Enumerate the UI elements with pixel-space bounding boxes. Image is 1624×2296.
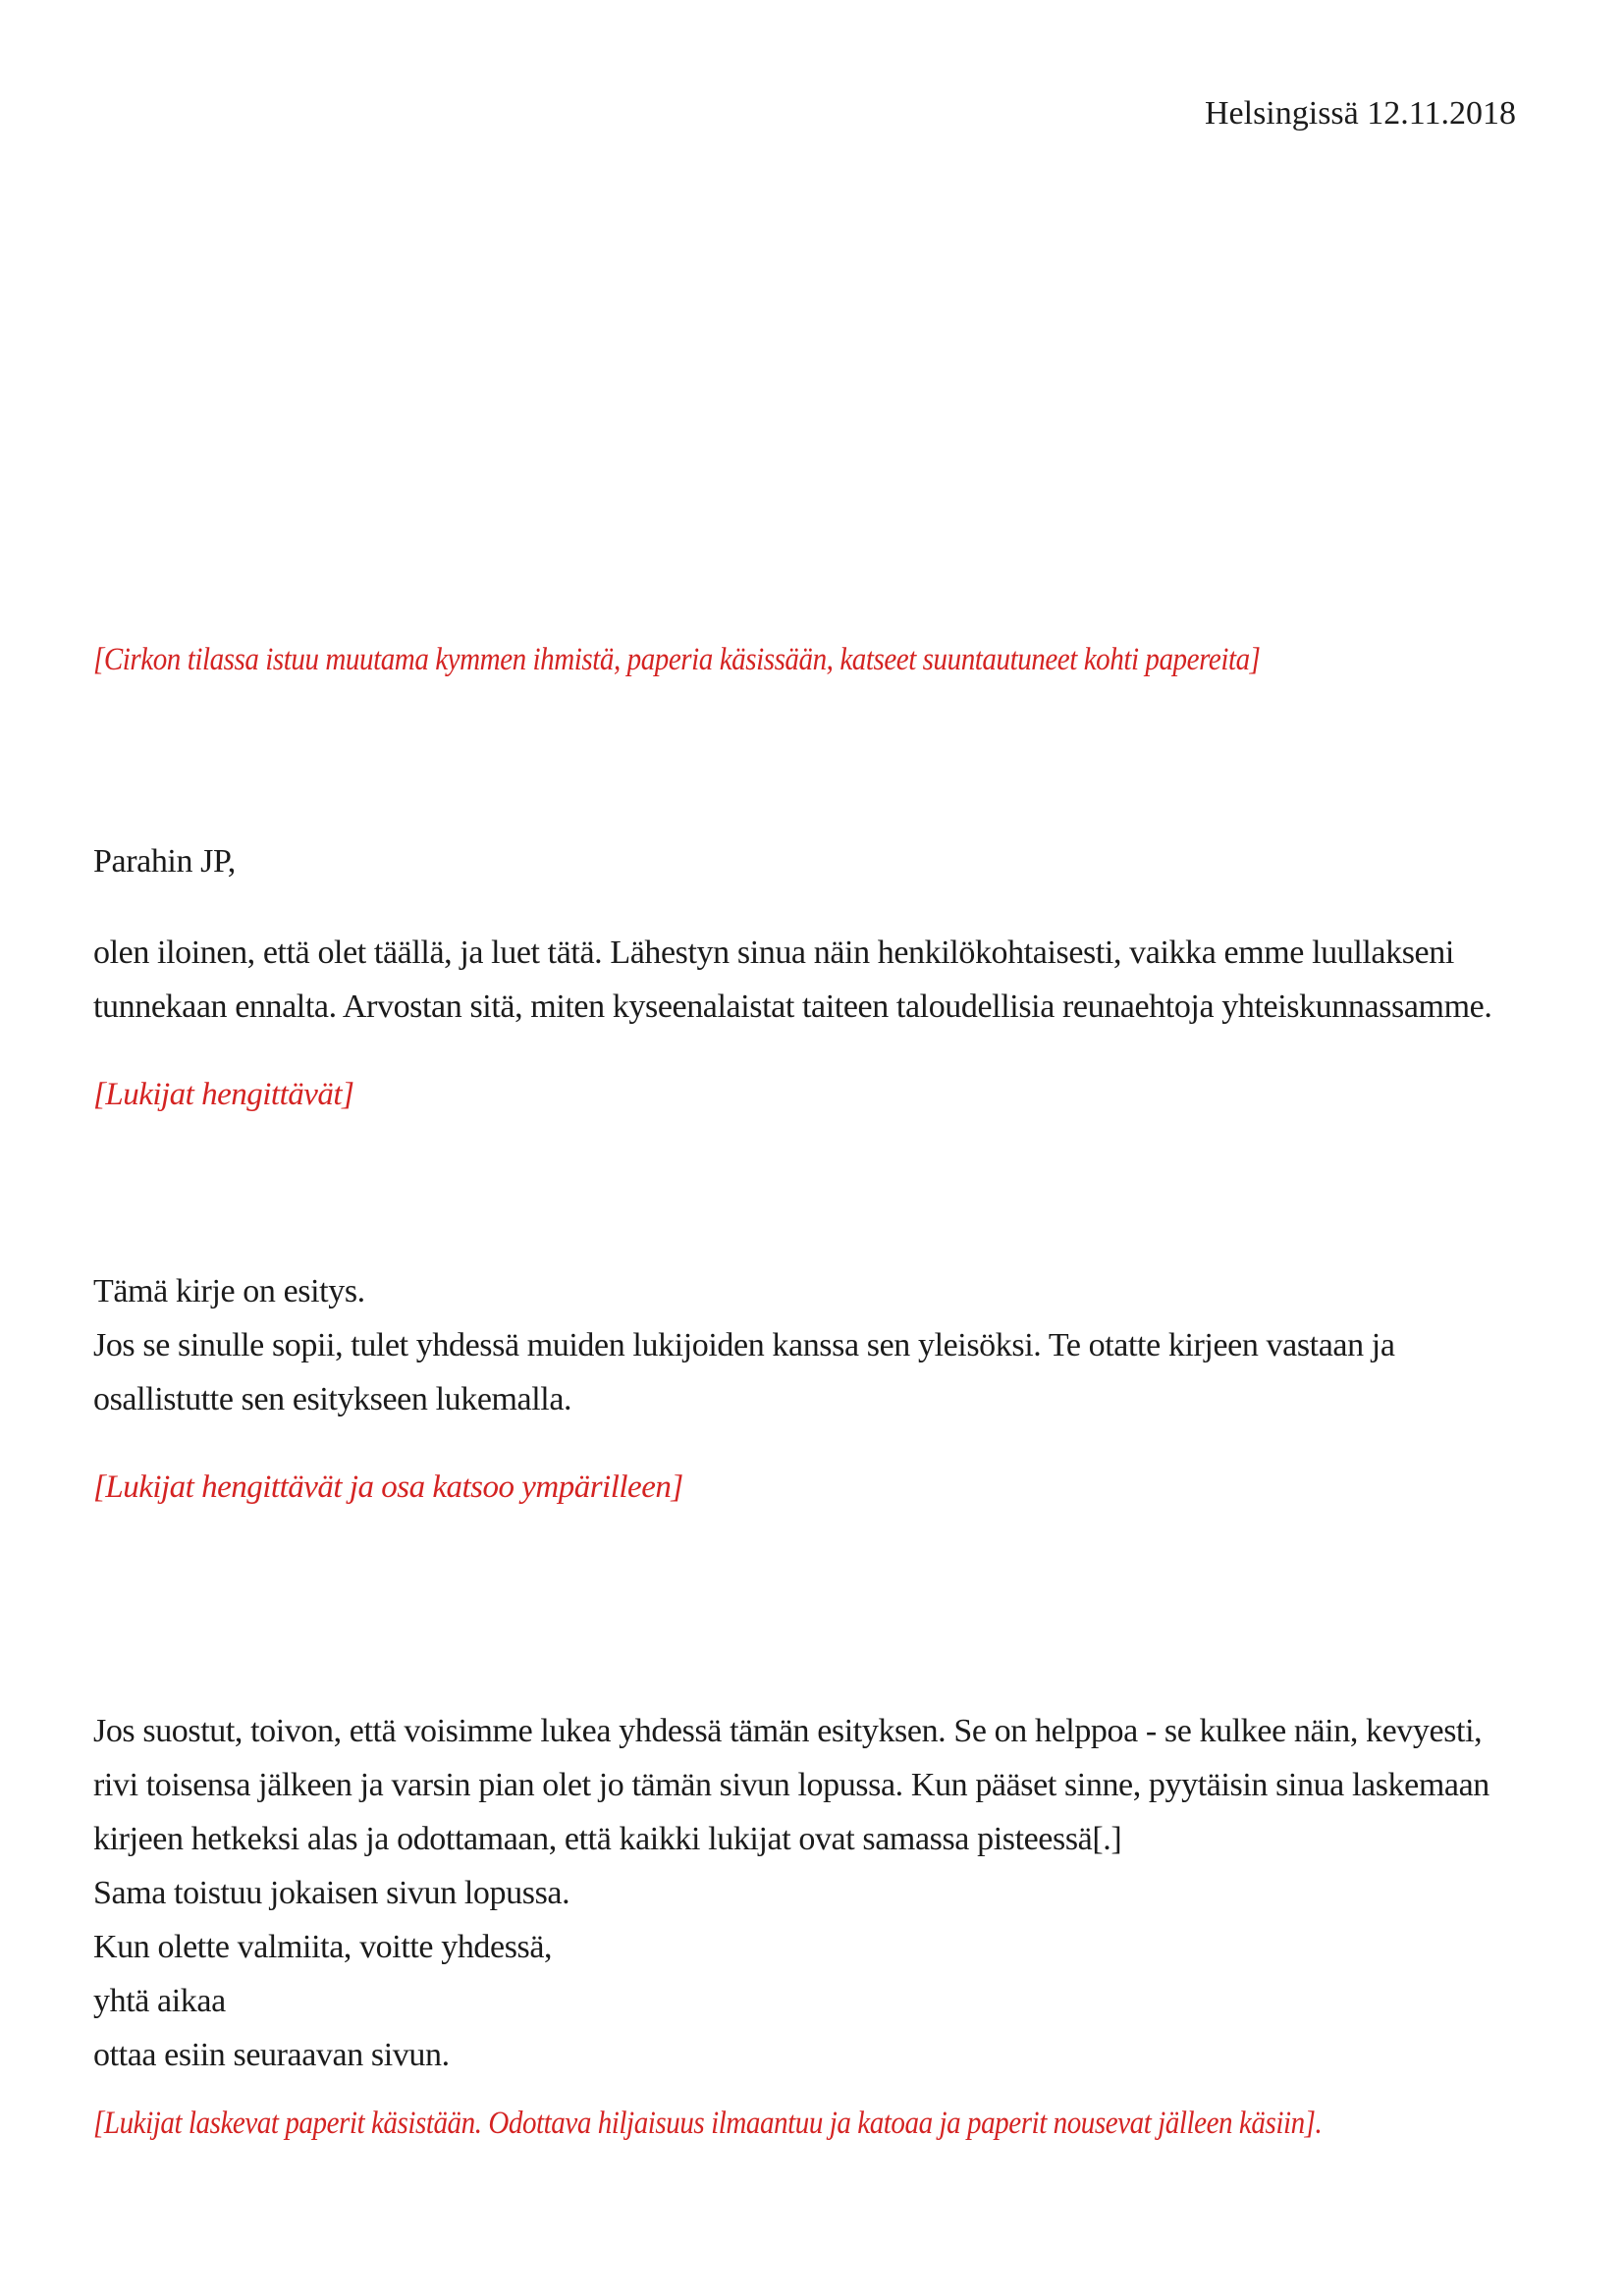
paragraph-intro-line: olen iloinen, että olet täällä, ja luet tätä. Lähestyn sinua näin henkilökohtaisesti, vaikka emme luullakseni tunnekaan ennalta. Arvostan sitä, miten kyseenalaistat taiteen taloudellisia reunaehtoja yhteiskunnassamme. bbox=[93, 934, 1492, 1025]
paragraph-instructions bbox=[93, 1704, 1516, 2082]
paragraph-instructions-line: Jos suostut, toivon, että voisimme lukea yhdessä tämän esityksen. Se on helppoa - se kulkee näin, kevyesti, rivi toisensa jälkeen ja varsin pian olet jo tämän sivun lopussa. Kun pääset sinne, pyytäisin sinua laskemaan kirjeen hetkeksi alas ja odottamaan, että kaikki lukijat ovat samassa pisteessä[.] bbox=[93, 1713, 1489, 1857]
stage-direction-closing: [Lukijat laskevat paperit käsistään. Odottava hiljaisuus ilmaantuu ja katoaa ja paperit nousevat jälleen käsiin]. bbox=[93, 2106, 1323, 2141]
stage-direction-breathe: [Lukijat hengittävät] bbox=[93, 1077, 354, 1112]
salutation: Parahin JP, bbox=[93, 843, 236, 880]
paragraph-performance-line: Tämä kirje on esitys. bbox=[93, 1273, 365, 1309]
paragraph-instructions-line: Sama toistuu jokaisen sivun lopussa. bbox=[93, 1875, 570, 1911]
stage-direction-breathe-look: [Lukijat hengittävät ja osa katsoo ympärilleen] bbox=[93, 1469, 683, 1505]
paragraph-instructions-line: ottaa esiin seuraavan sivun. bbox=[93, 2037, 450, 2073]
paragraph-performance-line: Jos se sinulle sopii, tulet yhdessä muiden lukijoiden kanssa sen yleisöksi. Te otatte kirjeen vastaan ja osallistutte sen esitykseen lukemalla. bbox=[93, 1327, 1395, 1417]
dateline: Helsingissä 12.11.2018 bbox=[1204, 95, 1516, 132]
paragraph-instructions-line: yhtä aikaa bbox=[93, 1983, 226, 2019]
paragraph-intro bbox=[93, 926, 1516, 1034]
stage-direction-opening: [Cirkon tilassa istuu muutama kymmen ihmistä, paperia käsissään, katseet suuntautuneet kohti papereita] bbox=[93, 642, 1261, 677]
paragraph-instructions-line: Kun olette valmiita, voitte yhdessä, bbox=[93, 1929, 553, 1965]
paragraph-performance bbox=[93, 1264, 1516, 1426]
